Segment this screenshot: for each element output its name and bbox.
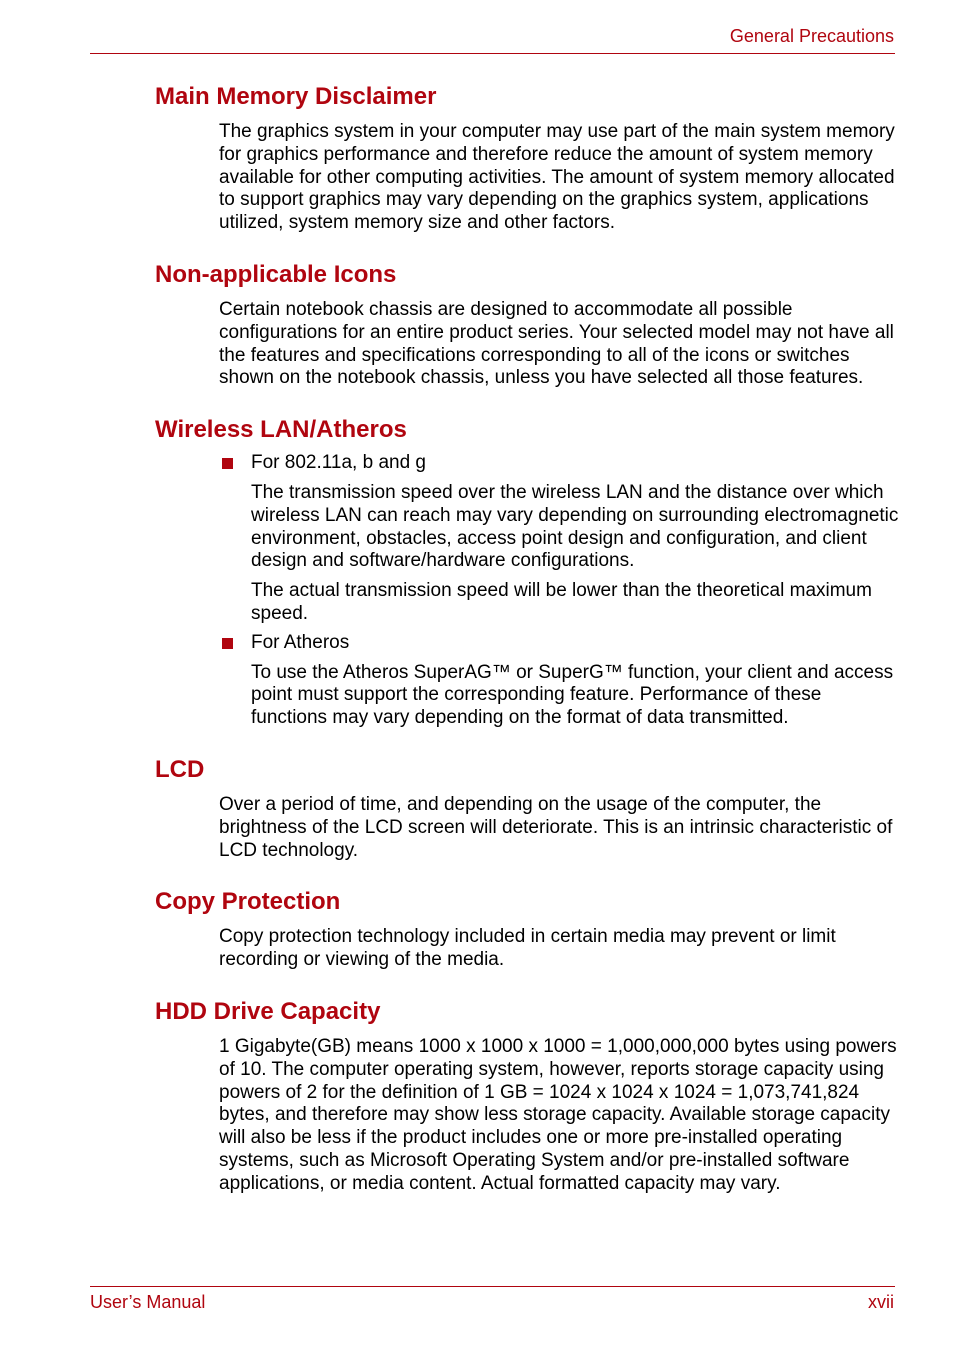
page-number: xvii	[868, 1292, 894, 1312]
page-content	[0, 81, 954, 1220]
section-heading: Non-applicable Icons	[155, 260, 397, 288]
square-bullet-icon	[222, 458, 233, 469]
footer-manual-title: User’s Manual	[90, 1292, 206, 1312]
section-paragraph: The graphics system in your computer may use part of the main system memory for graphics performance and therefore reduce the amount of system memory available for other computing activities. The amount of system memory allocated to support graphics may vary depending on the graphics system, applications utilized, system memory size and other factors.	[219, 121, 895, 234]
section-paragraph: Over a period of time, and depending on the usage of the computer, the brightness of the LCD screen will deteriorate. This is an intrinsic characteristic of LCD technology.	[219, 793, 893, 861]
section-heading: Wireless LAN/Atheros	[155, 416, 407, 444]
section-heading: Copy Protection	[155, 888, 341, 916]
section-non-applicable-icons	[0, 259, 954, 390]
header-rule	[90, 53, 895, 54]
list-item	[219, 452, 899, 626]
section-heading: Main Memory Disclaimer	[155, 83, 437, 110]
bullet-list	[219, 452, 899, 730]
footer-rule	[90, 1286, 895, 1287]
square-bullet-icon	[222, 638, 233, 649]
section-main-memory-disclaimer	[0, 81, 954, 235]
section-lcd	[0, 754, 954, 862]
bullet-paragraph: To use the Atheros SuperAG™ or SuperG™ function, your client and access point must support the corresponding feature. Performance of these functions may vary depending on the format of data transmitted.	[251, 661, 894, 729]
list-item	[219, 632, 899, 730]
section-heading: LCD	[155, 755, 205, 783]
bullet-paragraph: The transmission speed over the wireless LAN and the distance over which wireless LAN can reach may vary depending on surrounding electromagnetic environment, obstacles, access point design and configuration, and client design and software/hardware configurations.	[251, 481, 899, 572]
section-hdd-drive-capacity	[0, 996, 954, 1196]
section-paragraph: Copy protection technology included in certain media may prevent or limit recording or viewing of the media.	[219, 926, 836, 971]
section-paragraph: 1 Gigabyte(GB) means 1000 x 1000 x 1000 = 1,000,000,000 bytes using powers of 10. The computer operating system, however, reports storage capacity using powers of 2 for the definition of 1 GB = 1024 x 1024 x 1024 = 1,073,741,824 bytes, and therefore may show less storage capacity. Available storage capacity will also be less if the product includes one or more pre-installed operating systems, such as Microsoft Operating System and/or pre-installed software applications, or media content. Actual formatted capacity may vary.	[219, 1035, 897, 1194]
section-paragraph: Certain notebook chassis are designed to accommodate all possible configurations for an entire product series. Your selected model may not have all the features and specifications corresponding to all of the icons or switches shown on the notebook chassis, unless you have selected all those features.	[219, 298, 894, 389]
section-wireless-lan-atheros	[0, 414, 954, 730]
bullet-paragraph: The actual transmission speed will be lower than the theoretical maximum speed.	[251, 580, 872, 624]
bullet-label: For Atheros	[251, 631, 350, 653]
section-copy-protection	[0, 886, 954, 972]
running-header-title: General Precautions	[729, 26, 894, 46]
bullet-label: For 802.11a, b and g	[251, 452, 426, 474]
section-heading: HDD Drive Capacity	[155, 997, 381, 1025]
